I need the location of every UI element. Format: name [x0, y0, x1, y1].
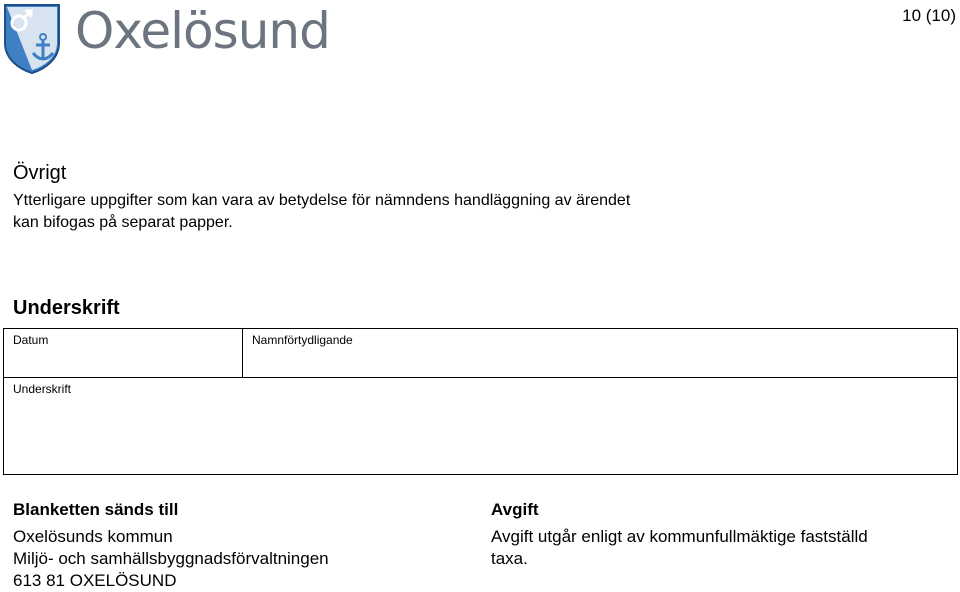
send-to-block: [13, 499, 463, 592]
shield-icon: [3, 3, 61, 75]
address-line: Oxelösunds kommun: [13, 527, 173, 546]
datum-field[interactable]: [4, 329, 243, 377]
avgift-heading: Avgift: [491, 500, 539, 519]
ovrigt-description: [13, 190, 773, 234]
avgift-line: Avgift utgår enligt av kommunfullmäktige fastställd: [491, 527, 868, 546]
underskrift-field[interactable]: [4, 378, 957, 474]
ovrigt-line: kan bifogas på separat papper.: [13, 214, 233, 231]
namnfortydligande-label: Namnförtydligande: [252, 333, 353, 347]
avgift-block: [491, 499, 951, 570]
address-line: 613 81 OXELÖSUND: [13, 571, 177, 590]
signature-form: [3, 328, 958, 475]
avgift-line: taxa.: [491, 549, 528, 568]
underskrift-title: Underskrift: [13, 297, 120, 319]
send-to-heading: Blanketten sänds till: [13, 500, 179, 519]
page-number: 10 (10): [902, 6, 956, 25]
municipality-wordmark: Oxelösund: [75, 2, 330, 60]
address-line: Miljö- och samhällsbyggnadsförvaltningen: [13, 549, 329, 568]
datum-label: Datum: [13, 333, 49, 347]
underskrift-label: Underskrift: [13, 382, 72, 396]
municipality-shield-logo: [3, 3, 61, 75]
ovrigt-title: Övrigt: [13, 162, 67, 184]
ovrigt-line: Ytterligare uppgifter som kan vara av betydelse för nämndens handläggning av ärendet: [13, 192, 631, 209]
namnfortydligande-field[interactable]: [243, 329, 957, 377]
signature-form-row: [4, 329, 957, 378]
